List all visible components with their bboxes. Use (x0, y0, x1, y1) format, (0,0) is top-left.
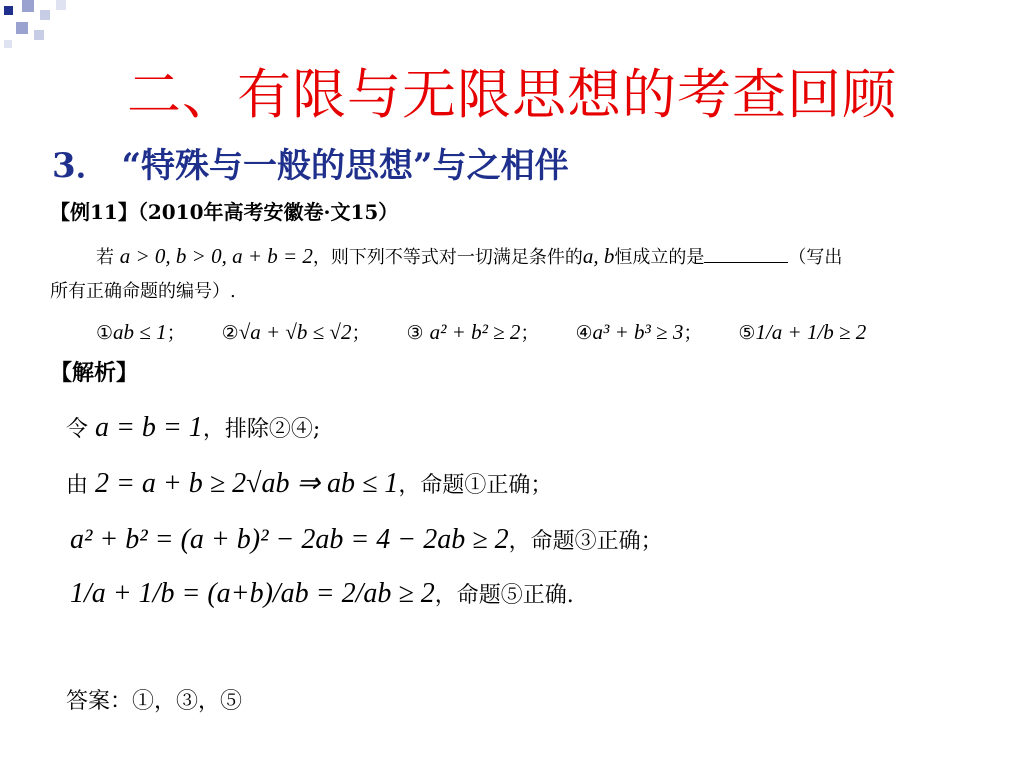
step-2-math: 2 = a + b ≥ 2√ab ⇒ ab ≤ 1 (95, 468, 399, 499)
step-4: 1/a + 1/b = (a+b)/ab = 2/ab ≥ 2，命题⑤正确. (70, 578, 574, 609)
question-prefix: 若 (96, 247, 114, 268)
step-1-math: a = b = 1 (95, 412, 203, 443)
option-3: ③ a² + b² ≥ 2； (406, 320, 540, 344)
question-vars: a, b (582, 244, 615, 268)
step-1: 令 a = b = 1，排除②④; (66, 412, 321, 443)
analysis-label: 【解析】 (50, 360, 139, 386)
answer: 答案：①，③，⑤ (66, 689, 243, 714)
corner-decoration (0, 0, 80, 60)
option-4: ④a³ + b³ ≥ 3； (575, 320, 703, 344)
step-4-math: 1/a + 1/b = (a+b)/ab = 2/ab ≥ 2 (70, 578, 435, 609)
slide-subtitle: 3． “特殊与一般的思想”与之相伴 (52, 146, 569, 186)
answer-blank (704, 248, 788, 263)
option-2: ②√a + √b ≤ √2； (221, 320, 371, 344)
question-line2: 所有正确命题的编号）. (50, 281, 236, 302)
option-1: ①ab ≤ 1； (96, 320, 186, 344)
option-5: ⑤1/a + 1/b ≥ 2 (738, 320, 867, 344)
example-label: 【例11】（2010年高考安徽卷·文15） (50, 200, 399, 224)
question-condition: a > 0, b > 0, a + b = 2 (119, 244, 313, 268)
question-suffix: 恒成立的是 (614, 247, 705, 268)
step-3-math: a² + b² = (a + b)² − 2ab = 4 − 2ab ≥ 2 (70, 524, 509, 555)
options-row (96, 318, 896, 345)
step-2: 由 2 = a + b ≥ 2√ab ⇒ ab ≤ 1，命题①正确； (66, 468, 553, 499)
question-middle: ，则下列不等式对一切满足条件的 (312, 247, 583, 268)
question-text (50, 236, 970, 312)
slide-title: 二、有限与无限思想的考查回顾 (127, 63, 897, 126)
step-3: a² + b² = (a + b)² − 2ab = 4 − 2ab ≥ 2，命题③正确； (70, 524, 663, 555)
question-after-blank: （写出 (788, 247, 843, 268)
